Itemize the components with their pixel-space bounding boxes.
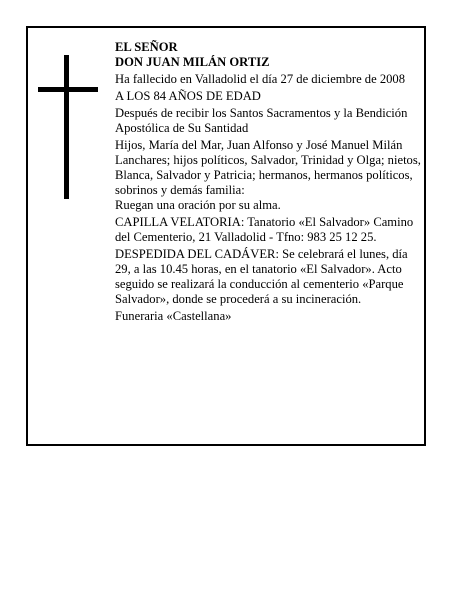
chapel-info: CAPILLA VELATORIA: Tanatorio «El Salvador» Camino del Cementerio, 21 Valladolid - Tfno: 983 25 12 25. <box>115 215 414 244</box>
prayer-request: Ruegan una oración por su alma. <box>115 198 281 212</box>
cross-vertical-bar <box>64 55 69 199</box>
cross-horizontal-bar <box>38 87 98 92</box>
death-announcement: Ha fallecido en Valladolid el día 27 de diciembre de 2008 <box>115 72 406 86</box>
obituary-notice <box>26 26 426 446</box>
sacraments-line: Después de recibir los Santos Sacramentos y la Bendición Apostólica de Su Santidad <box>115 106 408 135</box>
deceased-name: DON JUAN MILÁN ORTIZ <box>115 55 270 69</box>
cross-icon <box>38 55 98 199</box>
notice-body <box>115 40 423 326</box>
farewell-info: DESPEDIDA DEL CADÁVER: Se celebrará el lunes, día 29, a las 10.45 horas, en el tanatorio «El Salvador». Acto seguido se realizará la conducción al cementerio «Parque Salvador», donde se procederá a su incineración. <box>115 247 408 306</box>
family-list: Hijos, María del Mar, Juan Alfonso y José Manuel Milán Lanchares; hijos políticos, Salvador, Trinidad y Olga; nietos, Blanca, Salvador y Patricia; hermanos, hermanos políticos, sobrinos y demás familia: <box>115 138 421 197</box>
notice-heading: EL SEÑOR <box>115 40 178 54</box>
age-line: A LOS 84 AÑOS DE EDAD <box>115 89 261 103</box>
funeral-home: Funeraria «Castellana» <box>115 309 232 323</box>
